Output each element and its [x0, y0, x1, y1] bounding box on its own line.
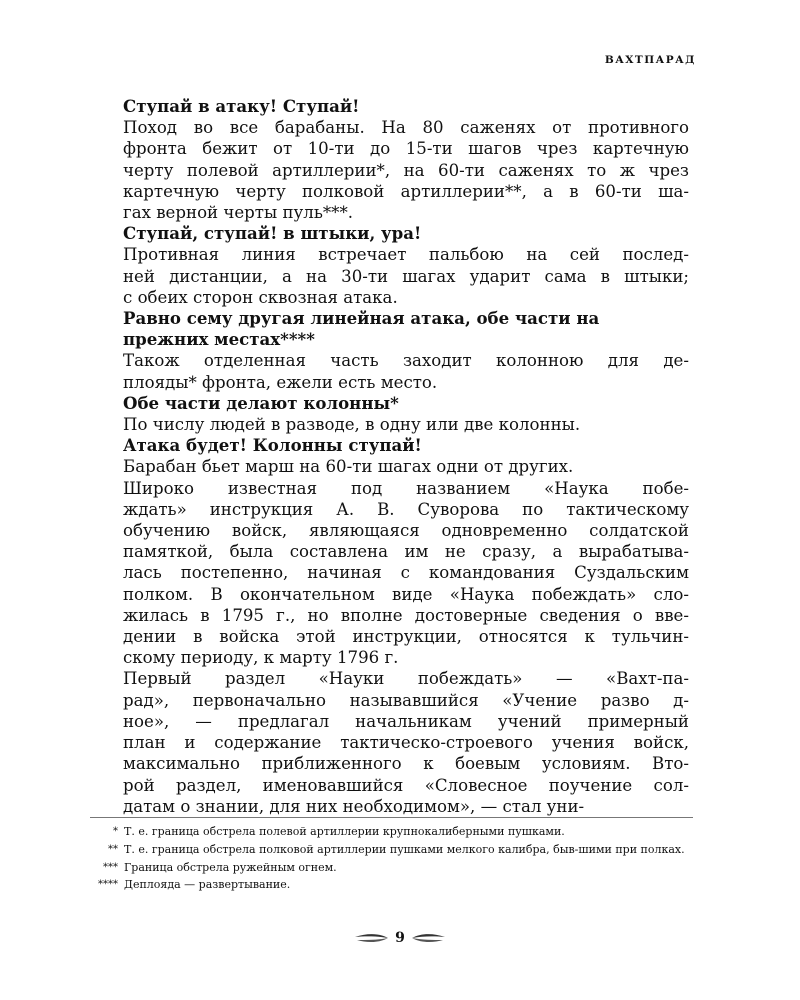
text-line: черту полевой артиллерии*, на 60-ти саженях то ж чрез — [123, 160, 689, 180]
command-line: прежних местах**** — [123, 329, 315, 350]
text-line: скому периоду, к марту 1796 г. — [123, 648, 399, 668]
footnote — [86, 878, 694, 893]
text-line: ней дистанции, а на 30-ти шагах ударит сама в штыки; — [123, 266, 689, 286]
text-line: гах верной черты пуль***. — [123, 203, 354, 223]
footnote-text: Т. е. граница обстрела полковой артиллерии пушками мелкого калибра, быв-шими при полках. — [124, 842, 685, 856]
text-line: Первый раздел «Науки побеждать» — «Вахт-па- — [123, 669, 689, 689]
text-line: Противная линия встречает пальбою на сей послед- — [123, 245, 689, 265]
footnote — [86, 825, 694, 840]
text-line: с обеих сторон сквозная атака. — [123, 287, 398, 307]
text-line: рой раздел, именовавшийся «Словесное поучение сол- — [123, 775, 689, 795]
footnote — [86, 843, 694, 858]
footnote-mark: *** — [103, 861, 118, 873]
text-line: ждать» инструкция А. В. Суворова по тактическому — [123, 499, 689, 519]
text-line: полком. В окончательном виде «Наука побеждать» сло- — [123, 584, 689, 604]
text-line: картечную черту полковой артиллерии**, а в 60-ти ша- — [123, 181, 689, 201]
footnote-mark: * — [113, 826, 118, 837]
command-line: Атака будет! Колонны ступай! — [123, 435, 422, 456]
footnote-text: Т. е. граница обстрела полевой артиллерии крупнокалиберными пушками. — [124, 825, 565, 838]
main-text-block — [123, 96, 689, 817]
text-line: По числу людей в разводе, в одну или две колонны. — [123, 415, 581, 435]
footnote-mark: **** — [98, 879, 118, 891]
left-leaf-ornament-icon — [353, 932, 389, 944]
text-line: датам о знании, для них необходимом», — стал уни- — [123, 796, 585, 816]
command-line: Равно сему другая линейная атака, обе части на — [123, 308, 600, 329]
running-header-title: ВАХТПАРАД — [604, 54, 696, 66]
text-line: лась постепенно, начиная с командования Суздальским — [123, 563, 689, 583]
footnote — [86, 861, 694, 876]
text-line: обучению войск, являющаяся одновременно солдатской — [123, 521, 689, 541]
text-line: Барабан бьет марш на 60-ти шагах одни от других. — [123, 457, 574, 477]
text-line: Поход во все барабаны. На 80 саженях от противного — [123, 118, 689, 138]
text-line: жилась в 1795 г., но вполне достоверные сведения о вве- — [123, 605, 689, 625]
footnote-text: Граница обстрела ружейным огнем. — [124, 860, 337, 874]
footnote-mark: ** — [108, 843, 118, 855]
text-line: памяткой, была составлена им не сразу, а вырабатыва- — [123, 542, 689, 562]
command-line: Обе части делают колонны* — [123, 392, 399, 413]
footnote-divider — [90, 817, 693, 818]
page-folio — [0, 930, 800, 946]
text-line: план и содержание тактическо-строевого учения войск, — [123, 733, 689, 753]
text-line: ное», — предлагал начальникам учений примерный — [123, 711, 689, 731]
text-line: плояды* фронта, ежели есть место. — [123, 372, 438, 392]
text-line: Широко известная под названием «Наука побе- — [123, 478, 689, 498]
command-line: Ступай, ступай! в штыки, ура! — [123, 223, 422, 244]
text-line: рад», первоначально называвшийся «Учение разво д- — [123, 690, 689, 710]
text-line: дении в войска этой инструкции, относятся к тульчин- — [123, 627, 689, 647]
text-line: фронта бежит от 10-ти до 15-ти шагов чрез картечную — [123, 139, 689, 159]
command-line: Ступай в атаку! Ступай! — [123, 96, 360, 116]
footnotes-block — [86, 825, 694, 896]
page-number: 9 — [395, 930, 405, 946]
right-leaf-ornament-icon — [411, 932, 447, 944]
text-line: Також отделенная часть заходит колонною для де- — [123, 351, 689, 371]
footnote-text: Деплояда — развертывание. — [124, 878, 291, 892]
text-line: максимально приближенного к боевым условиям. Вто- — [123, 754, 689, 774]
